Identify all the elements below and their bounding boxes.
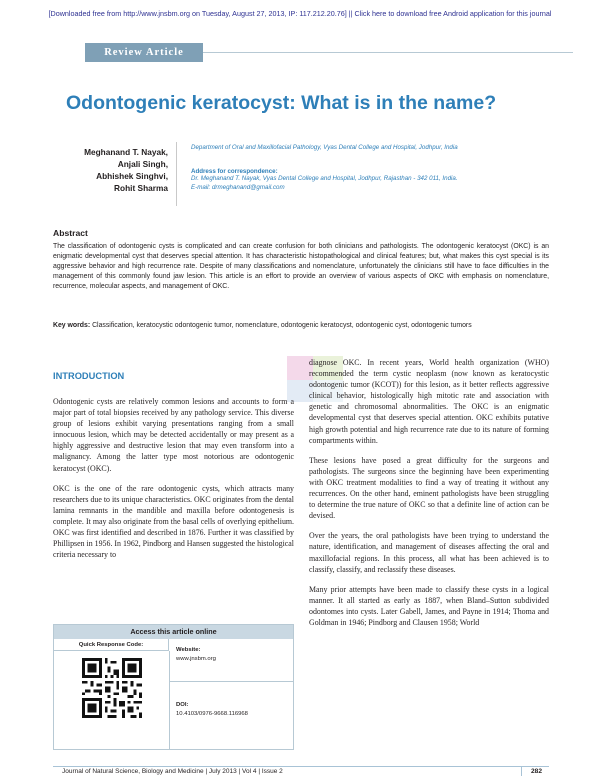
section-tag: Review Article	[85, 43, 203, 62]
author-name: Abhishek Singhvi,	[96, 171, 168, 181]
doi-label: DOI:	[176, 702, 189, 708]
abstract-text: The classification of odontogenic cysts is complicated and can create confusion for both clinicians and pathologists. The odontogenic keratocyst (OKC) is an enigmatic developmental cyst that deserves special attention. It has characteristic histopathological and clinical features; but, what makes this cyst special is its aggressive behavior and high recurrence rate. Despite of many classifications and nomenclature, unfortunately the clinicians still have to face difficulties in the management of this commonly found jaw lesion. This article is an effort to provide an overview of various aspects of OKC with emphasis on nomenclature, recurrence, molecular aspects, and management of OKC.	[53, 243, 549, 291]
website-label: Website:	[176, 647, 201, 653]
body-column-left	[53, 396, 294, 569]
page-number: 282	[531, 768, 543, 775]
keywords-label: Key words:	[53, 322, 91, 329]
footer-divider	[521, 766, 522, 776]
qr-label: Quick Response Code:	[54, 639, 169, 651]
keywords-text: Classification, keratocystic odontogenic tumor, nomenclature, odontogenic keratocyst, odontogenic cyst, odontogenic tumors	[92, 322, 472, 329]
journal-footer: Journal of Natural Science, Biology and Medicine | July 2013 | Vol 4 | Issue 2	[62, 768, 283, 775]
author-name: Rohit Sharma	[114, 183, 168, 193]
download-banner-link[interactable]: [Downloaded free from http://www.jnsbm.org on Tuesday, August 27, 2013, IP: 117.212.20.76] || Click here to download free Android application for this journal	[48, 9, 552, 18]
article-title: Odontogenic keratocyst: What is in the name?	[66, 92, 497, 114]
author-name: Anjali Singh,	[117, 159, 168, 169]
box-divider	[169, 651, 170, 749]
doi-value[interactable]: 10.4103/0976-9668.116968	[176, 711, 248, 717]
author-list	[70, 146, 168, 194]
correspondence-label: Address for correspondence:	[191, 168, 278, 175]
body-column-right	[309, 357, 549, 637]
paragraph: diagnose OKC. In recent years, World health organization (WHO) recommended the term cystic neoplasm (now known as keratocystic odontogenic tumor (KCOT)) for this lesion, as it better reflects aggressive clinical behavior, histologically high mitotic rate and association with genetic and chromosomal abnormalities. The OKC is an enigmatic developmental cyst that deserves special attention. OKC exhibits putative high growth potential and high recurrence rate due to its nature of forming compartments within.	[309, 358, 549, 445]
paragraph: Over the years, the oral pathologists have been trying to understand the nature, identification, and management of diseases affecting the oral and maxillofacial regions. In this process, all what has been achieved is to classify, classify, and reclassify these diseases.	[309, 531, 549, 574]
section-rule	[203, 52, 573, 53]
box-divider	[170, 681, 293, 682]
abstract-heading: Abstract	[53, 228, 88, 238]
correspondence-line: Dr. Meghanand T. Nayak, Vyas Dental College and Hospital, Jodhpur, Rajasthan - 342 011, India.	[191, 175, 458, 182]
access-online-box	[53, 624, 294, 750]
access-box-heading: Access this article online	[54, 625, 293, 639]
correspondence-address	[191, 175, 591, 192]
keywords	[53, 321, 549, 331]
affiliation: Department of Oral and Maxillofacial Pathology, Vyas Dental College and Hospital, Jodhpur, India	[191, 144, 458, 151]
footer-rule	[53, 766, 549, 767]
paragraph: Many prior attempts have been made to classify these cysts in a logical manner. It all started as early as 1887, when Bland–Sutton subdivided odontomes into cysts. Later Gabell, James, and Payne in 1914; Thoma and Goldman in 1946; Pindborg and Clausen 1958; World	[309, 584, 549, 627]
introduction-heading: INTRODUCTION	[53, 371, 125, 381]
author-name: Meghanand T. Nayak,	[84, 147, 168, 157]
paragraph: These lesions have posed a great difficulty for the surgeons and pathologists. The surgeons since the beginning have been experimenting with OKC treatment modalities to find a way of treating it without any recurrences. On the other hand, eminent pathologists have been struggling to determine the true nature of OKC so that a definite line of action can be devised.	[309, 455, 549, 521]
paragraph: Odontogenic cysts are relatively common lesions and accounts to form a major part of total biopsies received by any pathology service. This diverse group of lesions exhibit varying presentations ranging from a small innocuous lesion, which may be detected accidentally or may present as a highly aggressive and destructive lesion that may even transform into a malignancy. Among the latter type most notorious are odontogenic keratocyst (OKC).	[53, 397, 294, 473]
qr-code-icon[interactable]	[82, 658, 142, 718]
author-divider	[176, 142, 177, 206]
correspondence-email[interactable]: E-mail: drmeghanand@gmail.com	[191, 183, 285, 191]
website-link[interactable]: www.jnsbm.org	[176, 656, 216, 662]
paragraph: OKC is the one of the rare odontogenic cysts, which attracts many researchers due to its unique characteristics. OKC originates from the dental lamina remnants in the mandible and maxilla before odontogenesis is complete. It may also originate from the basal cells of overlying epithelium. OKC was first identified and described in 1876. Further it was classified by Phillipsen in 1956. In 1962, Pindborg and Hansen suggested the histological criteria necessary to	[53, 483, 294, 560]
